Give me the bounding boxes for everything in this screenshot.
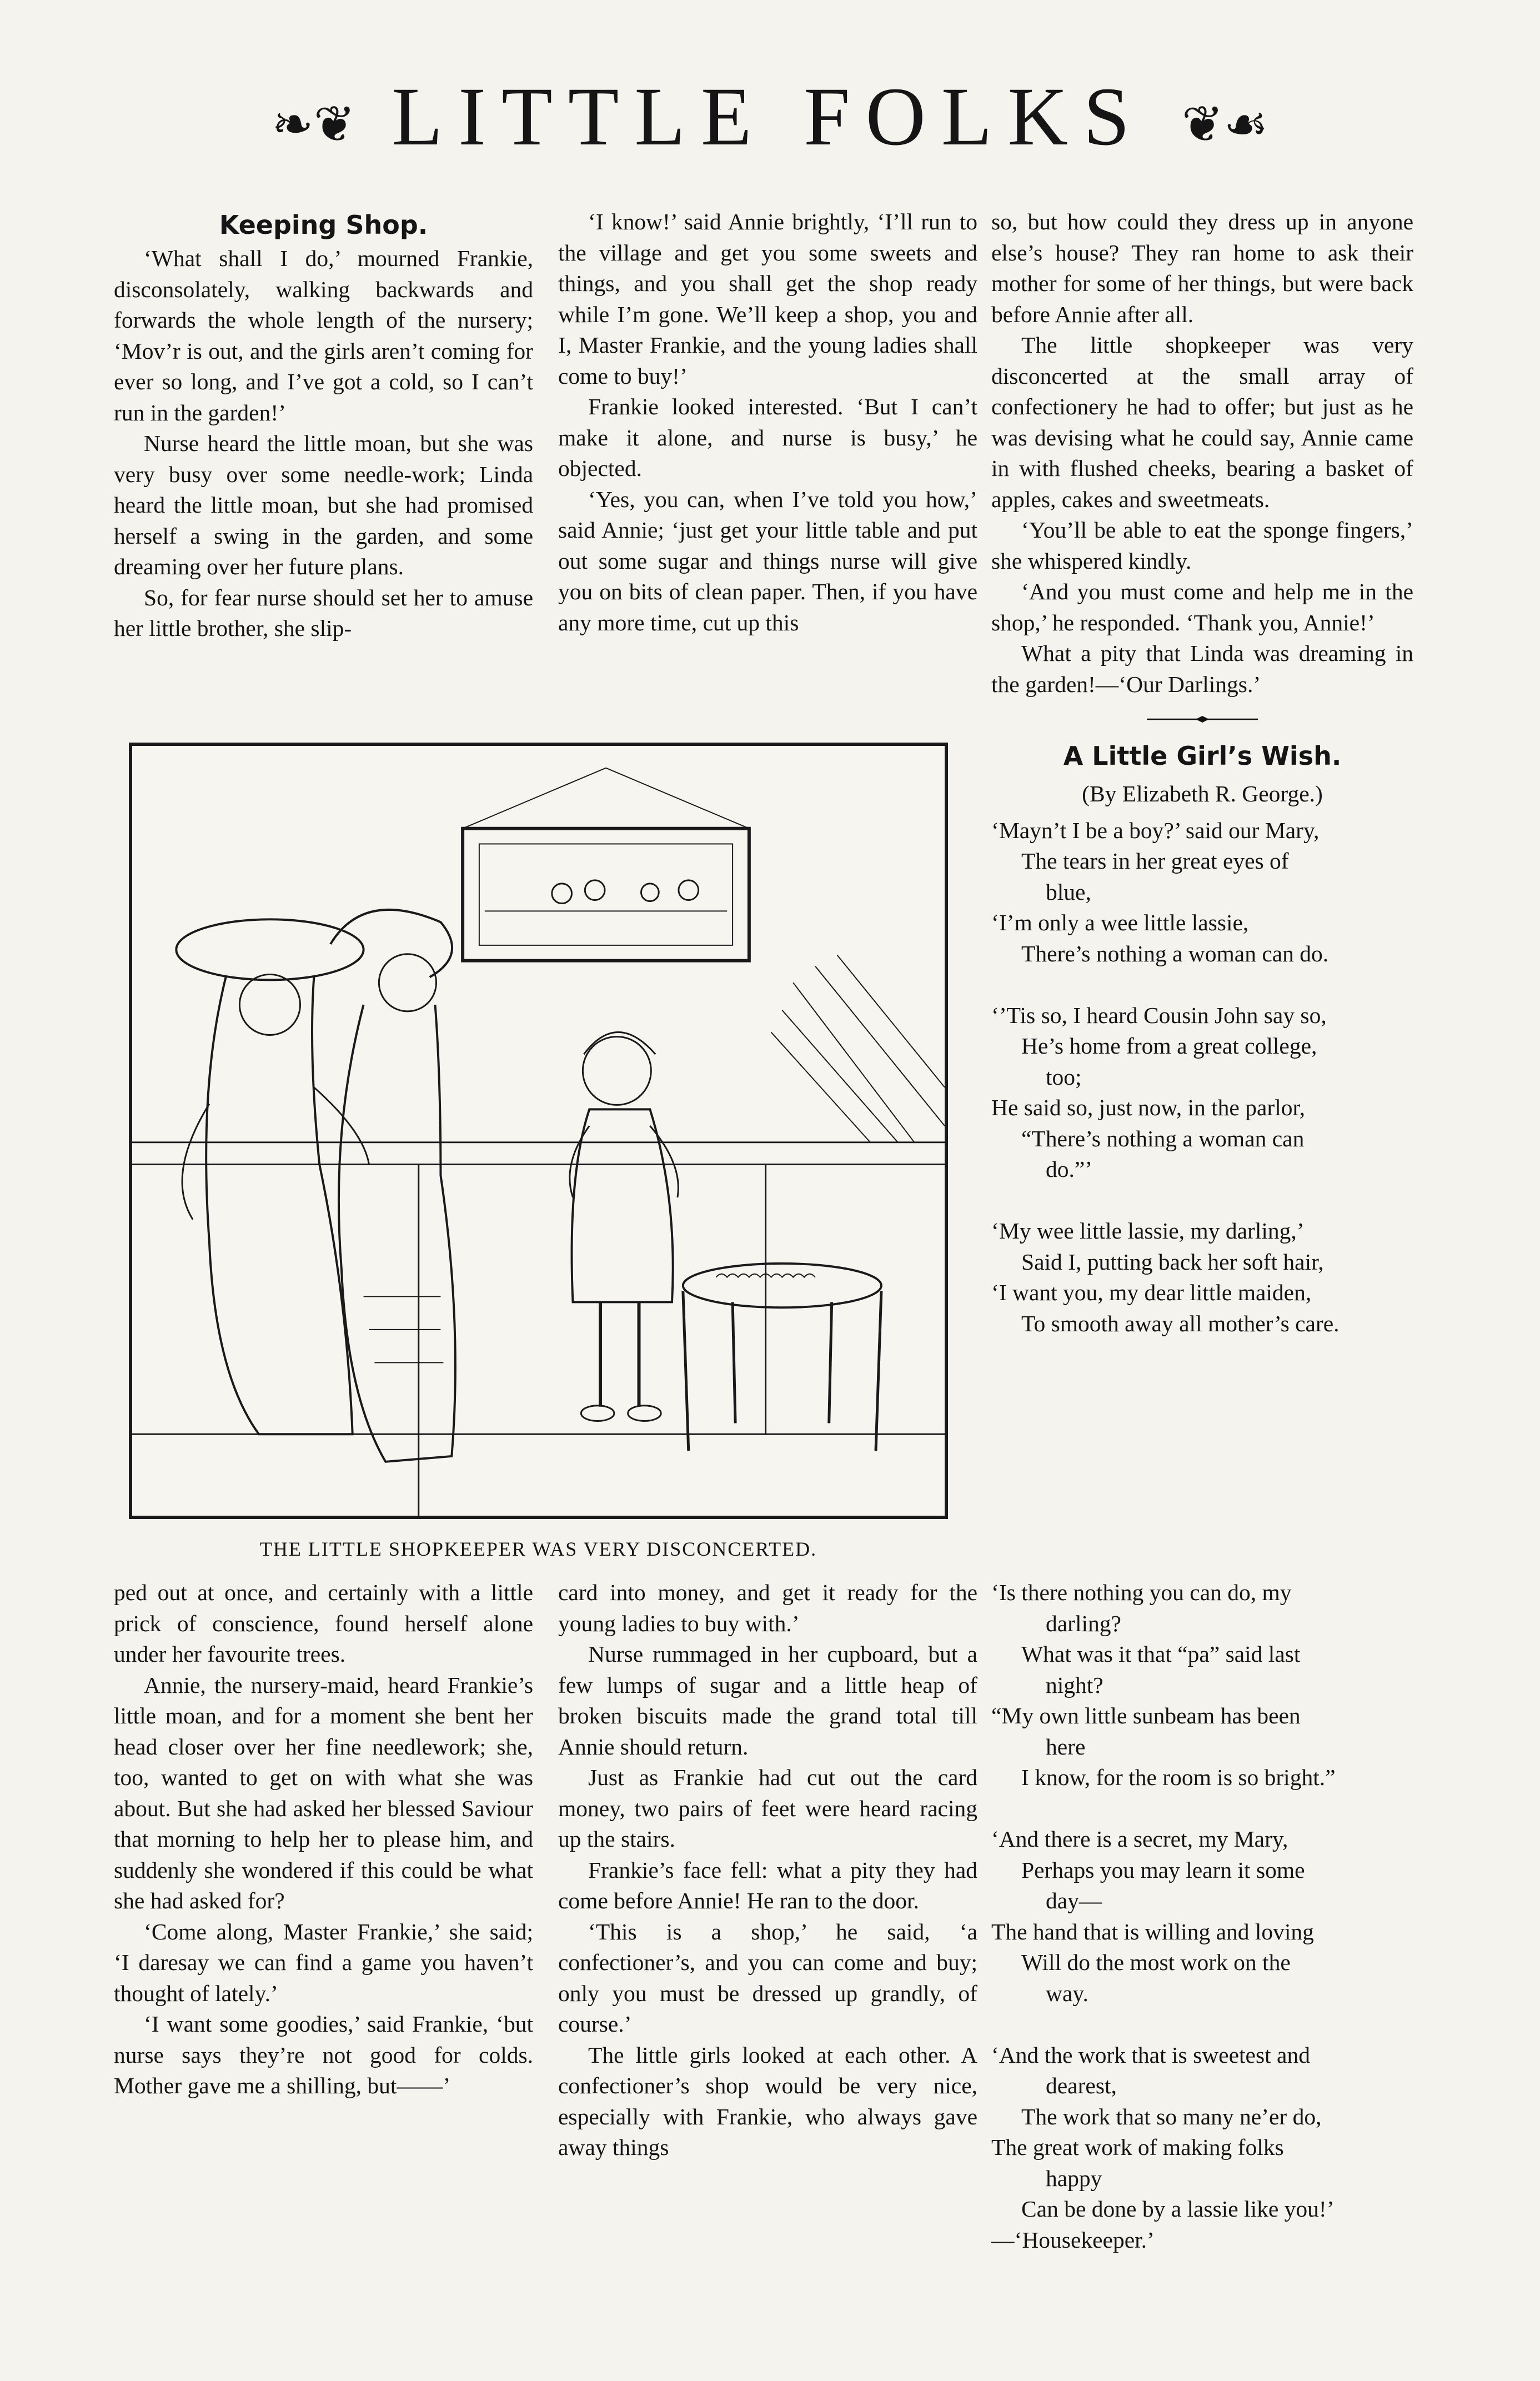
- poem-column-continued: [991, 1577, 1413, 2287]
- paragraph: ‘And you must come and help me in the shop,’ he responded. ‘Thank you, Annie!’: [991, 579, 1413, 635]
- masthead-title: LITTLE FOLKS: [392, 71, 1146, 163]
- girl-face: [239, 974, 300, 1035]
- girl-face: [379, 954, 436, 1011]
- story-column-4: [114, 1577, 533, 2102]
- girl-dress: [206, 977, 353, 1434]
- poem-line: The tears in her great eyes of: [1021, 848, 1289, 874]
- paragraph: The little shopkeeper was very disconcerted at the small array of confectionery he had to offer; but just as he was devising what he could say, Annie came in with flushed cheeks, bearing a basket of apples, cakes and sweetmeats.: [991, 332, 1413, 512]
- poem-stanza: [991, 2040, 1413, 2256]
- paragraph: card into money, and get it ready for the young ladies to buy with.’: [558, 1580, 977, 1636]
- left-flourish-ornament: ❧❦: [272, 97, 356, 153]
- bird-drawing: [552, 884, 572, 904]
- poem-line: The work that so many ne’er do,: [1021, 2103, 1322, 2129]
- story-column-1: [114, 207, 533, 644]
- poem-line: ‘’Tis so, I heard Cousin John say so,: [991, 1002, 1327, 1028]
- poem-line: here: [1046, 1733, 1086, 1760]
- poem-line: “There’s nothing a woman can: [1021, 1125, 1305, 1151]
- poem-stanza: [991, 1000, 1413, 1185]
- paragraph: ‘This is a shop,’ he said, ‘a confectioner’s, and you can come and buy; only you must be dressed up grandly, of course.’: [558, 1918, 977, 2037]
- illustration-frame: [129, 743, 948, 1519]
- girl-hat: [176, 919, 363, 980]
- poem-line: He’s home from a great college,: [1021, 1033, 1317, 1059]
- poem-line: darling?: [1046, 1610, 1121, 1636]
- paragraph: ‘Come along, Master Frankie,’ she said; ‘I daresay we can find a game you haven’t thought of lately.’: [114, 1918, 533, 2006]
- poem-line: To smooth away all mother’s care.: [1021, 1310, 1340, 1336]
- poem-line: Will do the most work on the: [1021, 1949, 1291, 1975]
- poem-line: night?: [1046, 1672, 1103, 1698]
- shop-table: [683, 1264, 881, 1307]
- poem-line: The hand that is willing and loving: [991, 1918, 1314, 1944]
- poem-stanza: [991, 1824, 1413, 2009]
- paragraph: Frankie’s face fell: what a pity they had come before Annie! He ran to the door.: [558, 1857, 977, 1913]
- poem-title: A Little Girl’s Wish.: [1063, 741, 1342, 771]
- poem-line: dearest,: [1046, 2073, 1117, 2098]
- poem-line: ‘My wee little lassie, my darling,’: [991, 1218, 1305, 1244]
- paragraph: ‘I know!’ said Annie brightly, ‘I’ll run to the village and get you some sweets and things, and you shall get the shop ready while I’m gone. We’ll keep a shop, you and I, Master Frankie, and the young ladies shall come to buy!’: [558, 209, 977, 389]
- paragraph: The little girls looked at each other. A confectioner’s shop would be very nice, especially with Frankie, who always gave away things: [558, 2042, 977, 2160]
- paragraph: ‘You’ll be able to eat the sponge fingers,’ she whispered kindly.: [991, 517, 1413, 574]
- paragraph: ped out at once, and certainly with a little prick of conscience, found herself alone under her favourite trees.: [114, 1580, 533, 1667]
- poem-line: blue,: [1046, 879, 1091, 905]
- poem-line: ‘I’m only a wee little lassie,: [991, 910, 1249, 935]
- poem-line: The great work of making folks: [991, 2134, 1284, 2160]
- poem-line: way.: [1046, 1980, 1088, 2006]
- paragraph: ‘What shall I do,’ mourned Frankie, disconsolately, walking backwards and forwards the whole length of the nursery; ‘Mov’r is out, and the girls aren’t coming for ever so long, and I’ve got a cold, so I can’t run in the garden!’: [114, 245, 533, 425]
- poem-line: do.”’: [1046, 1156, 1093, 1182]
- poem-line: ‘And there is a secret, my Mary,: [991, 1826, 1288, 1852]
- right-flourish-ornament: ❦☙: [1181, 97, 1268, 153]
- poem-line: ‘And the work that is sweetest and: [991, 2042, 1310, 2068]
- story-column-3: [991, 207, 1413, 1370]
- section-divider-ornament: [1147, 715, 1258, 723]
- girl-coat: [339, 1005, 455, 1462]
- poem-line: happy: [1046, 2165, 1102, 2191]
- poem-byline: (By Elizabeth R. George.): [1082, 781, 1323, 806]
- masthead: [0, 67, 1540, 176]
- paragraph: ‘I want some goodies,’ said Frankie, ‘but nurse says they’re not good for colds. Mother gave me a shilling, but——’: [114, 2011, 533, 2098]
- poem-line: day—: [1046, 1888, 1102, 1913]
- story-column-5: [558, 1577, 977, 2163]
- poem-line: “My own little sunbeam has been: [991, 1703, 1301, 1728]
- poem-line: too;: [1046, 1064, 1082, 1090]
- story-title: Keeping Shop.: [219, 210, 428, 240]
- poem-line: There’s nothing a woman can do.: [1021, 940, 1329, 966]
- poem-line: What was it that “pa” said last: [1021, 1641, 1301, 1667]
- poem-stanza: [991, 1577, 1413, 1793]
- paragraph: Nurse rummaged in her cupboard, but a few lumps of sugar and a little heap of broken biscuits made the grand total till Annie should return.: [558, 1641, 977, 1760]
- paragraph: so, but how could they dress up in anyone else’s house? They ran home to ask their mother for some of her things, but were back before Annie after all.: [991, 209, 1413, 327]
- paragraph: What a pity that Linda was dreaming in the garden!—‘Our Darlings.’: [991, 640, 1413, 697]
- poem-line: ‘Mayn’t I be a boy?’ said our Mary,: [991, 817, 1320, 843]
- child-smock: [572, 1109, 673, 1302]
- paragraph: Just as Frankie had cut out the card money, two pairs of feet were heard racing up the stairs.: [558, 1765, 977, 1852]
- poem-stanza: [991, 1216, 1413, 1339]
- paragraph: Frankie looked interested. ‘But I can’t make it alone, and nurse is busy,’ he objected.: [558, 394, 977, 481]
- shop-scene-illustration: [132, 746, 945, 1516]
- poem-line: ‘Is there nothing you can do, my: [991, 1580, 1292, 1605]
- story-column-2: [558, 207, 977, 638]
- paragraph: So, for fear nurse should set her to amuse her little brother, she slip-: [114, 584, 533, 641]
- poem-line: I know, for the room is so bright.”: [1021, 1765, 1336, 1790]
- paragraph: Annie, the nursery-maid, heard Frankie’s little moan, and for a moment she bent her head closer over her fine needlework; she, too, wanted to get on with what she was about. But she had asked her blessed Saviour that morning to help her to please him, and suddenly she wondered if this could be what she had asked for?: [114, 1672, 533, 1913]
- poem-source: —‘Housekeeper.’: [991, 2227, 1155, 2253]
- poem-line: ‘I want you, my dear little maiden,: [991, 1280, 1312, 1305]
- wall-picture-frame: [463, 829, 749, 961]
- poem-line: He said so, just now, in the parlor,: [991, 1095, 1306, 1120]
- child-head: [583, 1036, 651, 1105]
- illustration-caption: THE LITTLE SHOPKEEPER WAS VERY DISCONCERTED.: [259, 1538, 817, 1560]
- poem-line: Perhaps you may learn it some: [1021, 1857, 1305, 1883]
- poem-line: Said I, putting back her soft hair,: [1021, 1249, 1324, 1275]
- paragraph: Nurse heard the little moan, but she was very busy over some needle-work; Linda heard the little moan, but she had promised herself a swing in the garden, and some dreaming over her future plans.: [114, 430, 533, 579]
- poem-stanza: [991, 815, 1413, 970]
- poem-line: Can be done by a lassie like you!’: [1021, 2196, 1335, 2222]
- paragraph: ‘Yes, you can, when I’ve told you how,’ said Annie; ‘just get your little table and put out some sugar and things nurse will give you on bits of clean paper. Then, if you have any more time, cut up this: [558, 486, 977, 635]
